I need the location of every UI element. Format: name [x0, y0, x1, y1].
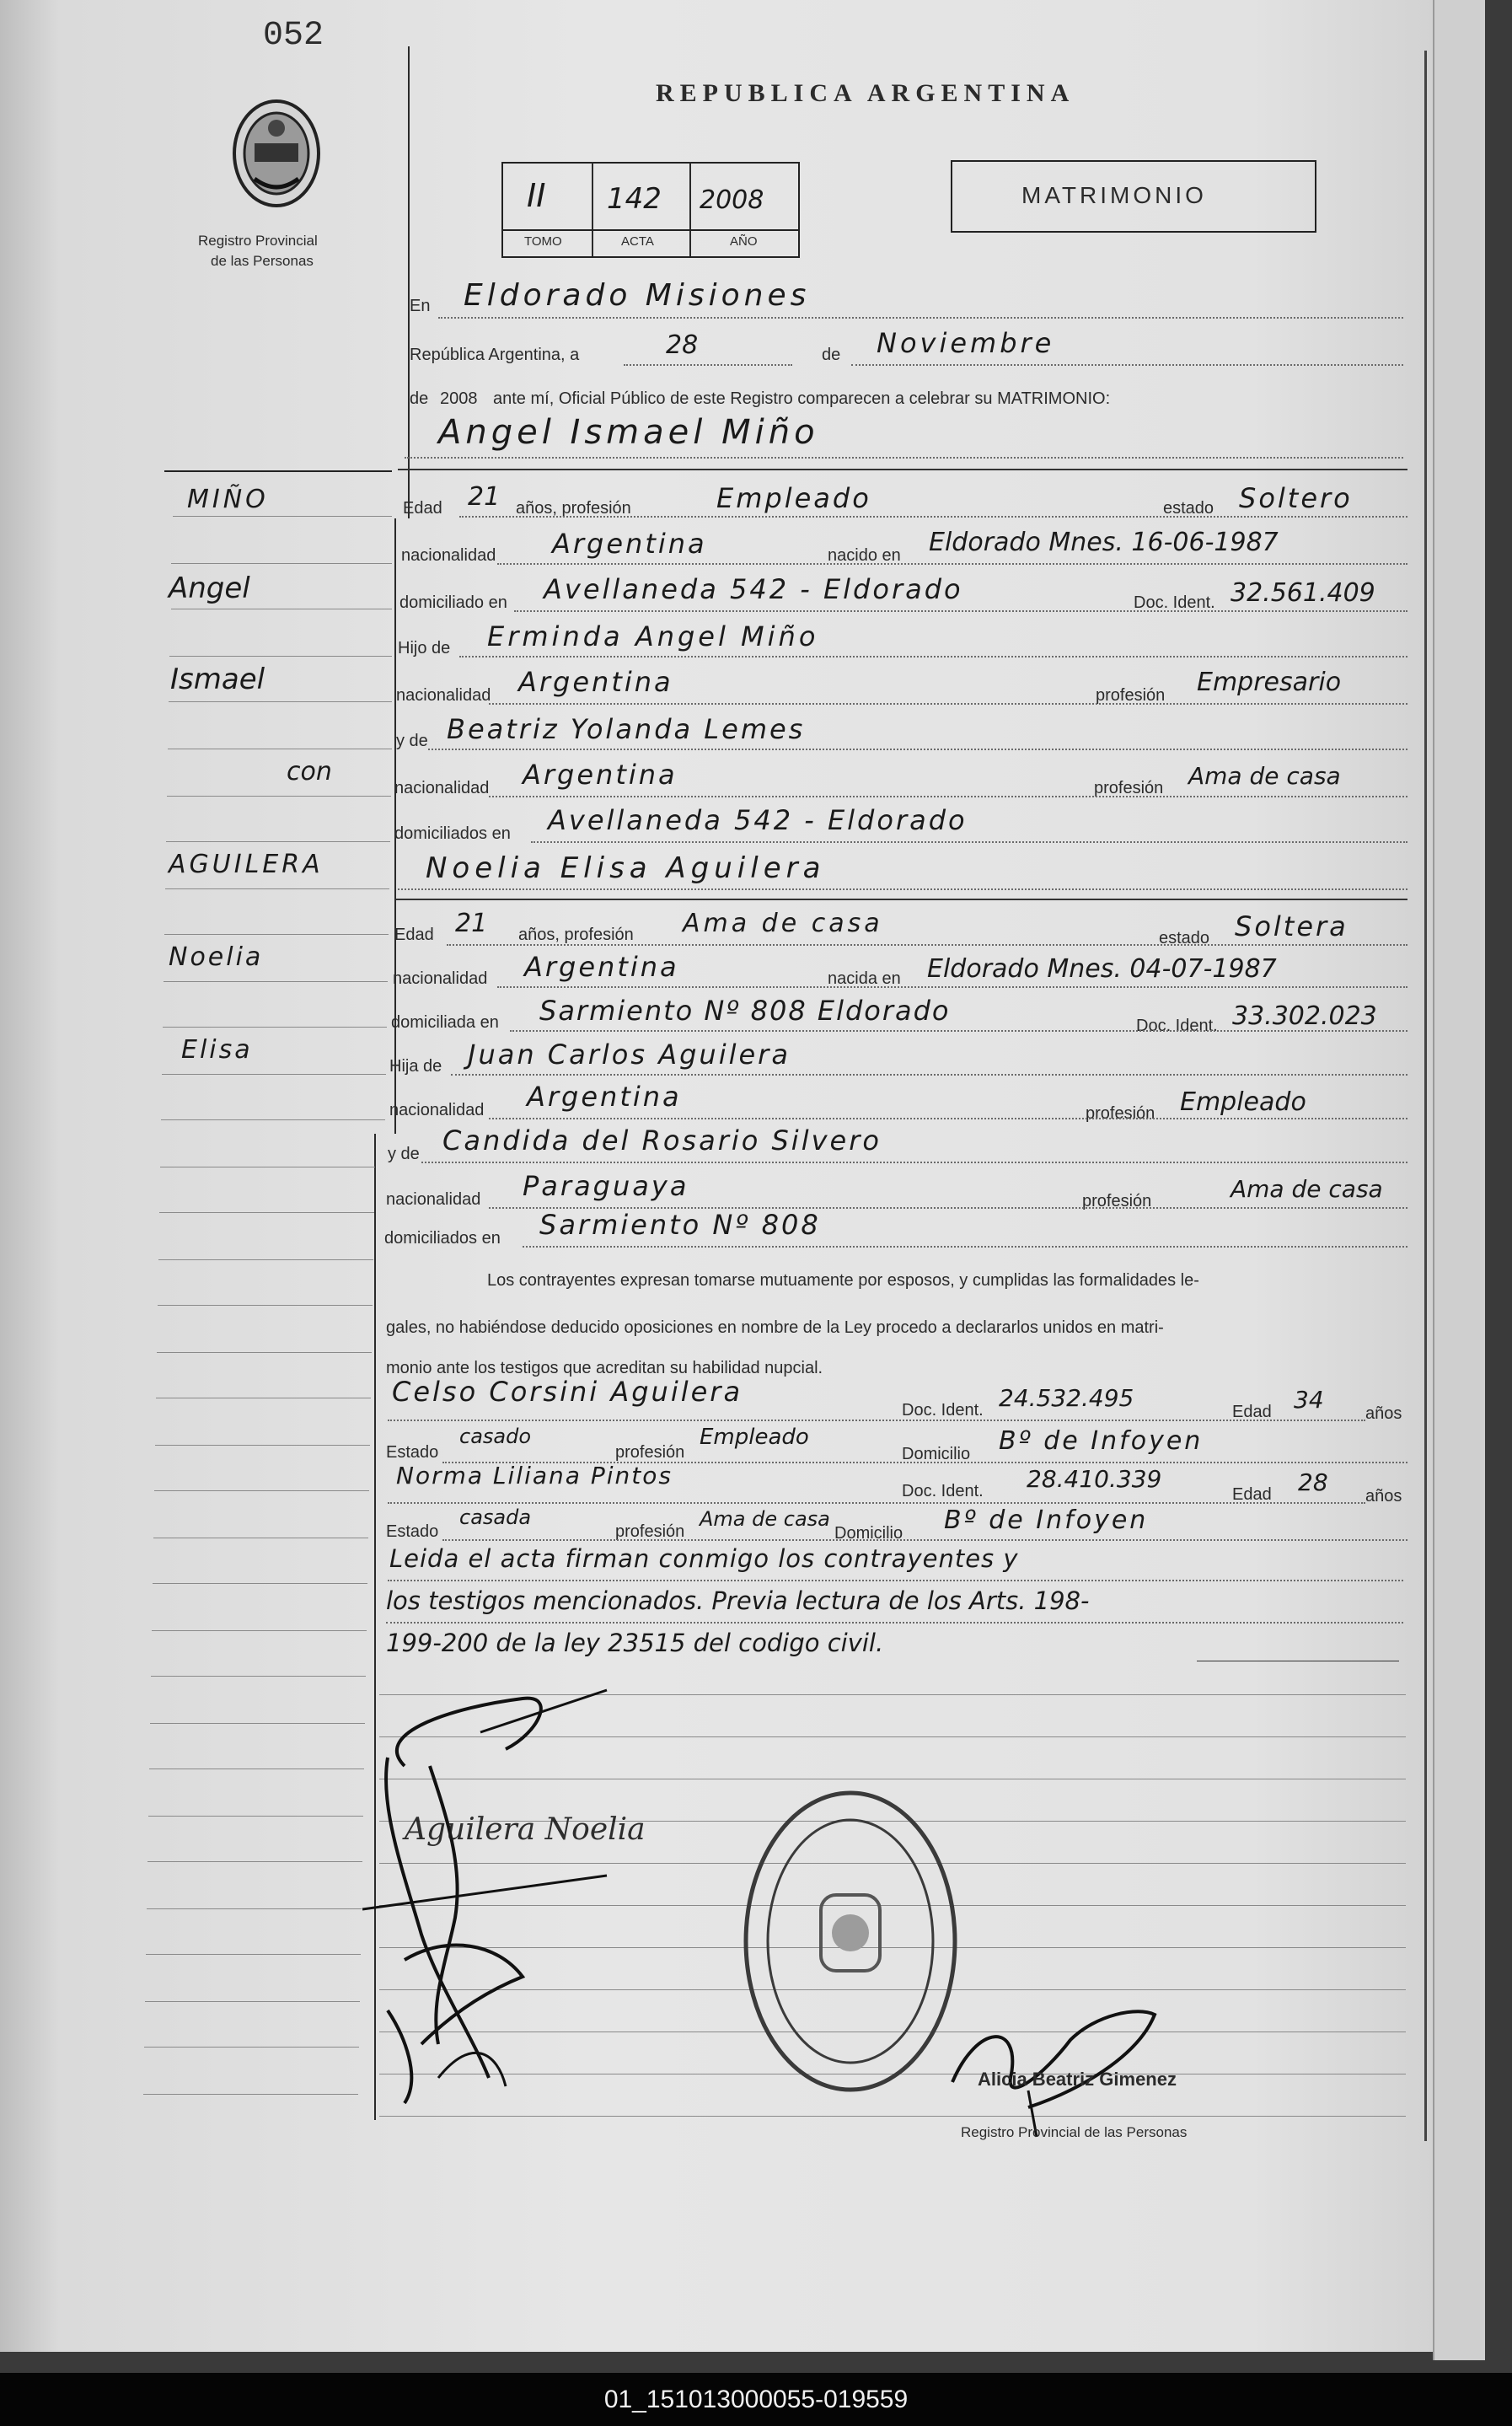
groom-yde-label: y de [396, 732, 428, 750]
witness1-doc: 24.532.495 [999, 1384, 1134, 1412]
image-id-footer: 01_151013000055-019559 [0, 2373, 1512, 2426]
bride-mother: Candida del Rosario Silvero [442, 1124, 882, 1157]
witness2-estado-label: Estado [386, 1522, 439, 1541]
bride-parents-dom-label: domiciliados en [384, 1229, 501, 1248]
margin-surname-groom: MIÑO [187, 485, 269, 514]
witness1-age: 34 [1294, 1386, 1324, 1414]
bride-father-nationality: Argentina [527, 1081, 682, 1113]
bride-full-name: Noelia Elisa Aguilera [426, 851, 826, 885]
closing-line-1: Leida el acta firman conmigo los contrayentes y [389, 1544, 1019, 1573]
witness2-domicile: Bº de Infoyen [944, 1506, 1149, 1535]
bride-profession: Ama de casa [683, 909, 883, 938]
witness1-dom-label: Domicilio [902, 1445, 971, 1463]
witness2-status: casada [459, 1506, 532, 1529]
bride-father: Juan Carlos Aguilera [468, 1039, 791, 1071]
bride-status: Soltera [1235, 910, 1348, 942]
witness2-anios-label: años [1365, 1487, 1402, 1506]
acta-value: 142 [607, 182, 662, 216]
witness2-doc: 28.410.339 [1027, 1465, 1162, 1493]
witness1-estado-label: Estado [386, 1443, 439, 1462]
witness2-age-label: Edad [1232, 1485, 1272, 1504]
groom-mother-nationality: Argentina [523, 759, 678, 791]
label-de-year: de [410, 389, 429, 408]
bride-mother-nat-label: nacionalidad [386, 1190, 481, 1209]
witness2-prof-label: profesión [615, 1522, 685, 1541]
provincial-emblem-icon [226, 94, 327, 212]
groom-nationality: Argentina [552, 528, 707, 560]
margin-name-1: Angel [169, 572, 250, 605]
groom-parents-dom-label: domiciliados en [394, 824, 511, 843]
body-text-1: Los contrayentes expresan tomarse mutuamente por esposos, y cumplidas las formalidades le- [487, 1271, 1199, 1290]
official-seal-icon [740, 1785, 961, 2097]
groom-edad-label: Edad [403, 499, 442, 518]
page-title: REPUBLICA ARGENTINA [656, 79, 1075, 107]
bride-doc-label: Doc. Ident. [1136, 1017, 1218, 1035]
bride-age: 21 [455, 909, 488, 938]
groom-full-name: Angel Ismael Miño [438, 413, 819, 452]
groom-mother: Beatriz Yolanda Lemes [447, 713, 806, 745]
bride-dom-label: domiciliada en [391, 1013, 499, 1032]
label-ante-mi: ante mí, Oficial Público de este Registro comparecen a celebrar su MATRIMONIO: [493, 389, 1111, 408]
bride-mother-profession: Ama de casa [1231, 1175, 1383, 1203]
bride-father-prof-label: profesión [1086, 1104, 1155, 1123]
groom-born: Eldorado Mnes. 16-06-1987 [929, 528, 1279, 557]
registry-label-2: de las Personas [211, 253, 314, 269]
witness2-doc-label: Doc. Ident. [902, 1482, 984, 1500]
witness1-domicile: Bº de Infoyen [999, 1426, 1204, 1456]
margin-name-4: Elisa [181, 1035, 253, 1065]
bride-yde-label: y de [388, 1145, 420, 1163]
witness2-profession: Ama de casa [700, 1507, 830, 1531]
bride-estado-label: estado [1159, 929, 1210, 947]
groom-mother-profession: Ama de casa [1188, 762, 1341, 790]
signature-bride-text: Aguilera Noelia [405, 1812, 646, 1847]
bride-nationality: Argentina [524, 951, 679, 983]
margin-name-2: Ismael [170, 663, 265, 696]
margin-name-3: Noelia [169, 942, 264, 972]
label-de: de [822, 346, 841, 364]
act-day: 28 [666, 330, 699, 360]
witness1-name: Celso Corsini Aguilera [392, 1376, 743, 1408]
bride-hija-label: Hija de [389, 1057, 442, 1076]
official-name: Alicia Beatriz Gimenez [978, 2069, 1177, 2090]
bride-doc: 33.302.023 [1232, 1001, 1377, 1031]
act-place: Eldorado Misiones [464, 278, 811, 313]
groom-father: Erminda Angel Miño [487, 620, 819, 652]
groom-doc: 32.561.409 [1231, 578, 1375, 608]
bride-father-nat-label: nacionalidad [389, 1101, 485, 1119]
margin-surname-bride: AGUILERA [169, 850, 324, 879]
bride-anios-prof-label: años, profesión [518, 926, 634, 944]
groom-father-nat-label: nacionalidad [396, 686, 491, 705]
official-signature [944, 1989, 1172, 2141]
groom-father-prof-label: profesión [1096, 686, 1166, 705]
witness1-doc-label: Doc. Ident. [902, 1401, 984, 1420]
witness1-prof-label: profesión [615, 1443, 685, 1462]
label-republica: República Argentina, a [410, 346, 580, 364]
groom-nacido-label: nacido en [828, 546, 901, 565]
bride-born: Eldorado Mnes. 04-07-1987 [927, 954, 1277, 984]
closing-line-3: 199-200 de la ley 23515 del codigo civil. [386, 1629, 884, 1657]
groom-hijo-label: Hijo de [398, 639, 451, 657]
tomo-value: II [527, 177, 546, 214]
official-role: Registro Provincial de las Personas [961, 2124, 1188, 2140]
anio-value: 2008 [700, 185, 764, 215]
groom-estado-label: estado [1163, 499, 1214, 518]
closing-line-2: los testigos mencionados. Previa lectura de los Arts. 198- [386, 1586, 1090, 1615]
bride-address: Sarmiento Nº 808 Eldorado [539, 995, 951, 1027]
groom-nat-label: nacionalidad [401, 546, 496, 565]
tomo-label: TOMO [524, 234, 562, 249]
groom-parents-address: Avellaneda 542 - Eldorado [548, 804, 968, 836]
body-text-2: gales, no habiéndose deducido oposiciones en nombre de la Ley procedo a declararlos unidos en matri- [386, 1318, 1164, 1337]
groom-mother-nat-label: nacionalidad [394, 779, 490, 797]
act-year: 2008 [440, 389, 478, 408]
label-en: En [410, 297, 431, 315]
groom-anios-prof-label: años, profesión [516, 499, 631, 518]
body-text-3: monio ante los testigos que acreditan su habilidad nupcial. [386, 1359, 823, 1377]
right-border [1424, 51, 1427, 2141]
page-edge [1433, 0, 1485, 2360]
margin-con: con [287, 757, 332, 786]
witness1-status: casado [459, 1425, 532, 1448]
bride-mother-prof-label: profesión [1082, 1192, 1152, 1210]
bride-nacida-label: nacida en [828, 969, 901, 988]
groom-mother-prof-label: profesión [1094, 779, 1164, 797]
groom-status: Soltero [1239, 482, 1353, 514]
groom-father-profession: Empresario [1197, 668, 1342, 697]
bride-parents-address: Sarmiento Nº 808 [539, 1209, 821, 1241]
witness1-age-label: Edad [1232, 1403, 1272, 1421]
acta-label: ACTA [621, 234, 654, 249]
registry-label-1: Registro Provincial [198, 233, 318, 249]
act-month: Noviembre [877, 327, 1055, 359]
groom-age: 21 [468, 482, 501, 512]
bride-father-profession: Empleado [1180, 1087, 1306, 1117]
margin-divider [408, 46, 410, 518]
page-number: 052 [263, 17, 324, 55]
act-type-label: MATRIMONIO [1021, 182, 1207, 208]
groom-dom-label: domiciliado en [399, 593, 507, 612]
bride-edad-label: Edad [394, 926, 434, 944]
groom-father-nationality: Argentina [518, 666, 673, 698]
groom-address: Avellaneda 542 - Eldorado [544, 573, 963, 605]
witness2-age: 28 [1298, 1468, 1328, 1496]
groom-doc-label: Doc. Ident. [1134, 593, 1215, 612]
signatures-block [354, 1682, 708, 2120]
witness1-profession: Empleado [700, 1425, 809, 1450]
groom-profession: Empleado [716, 482, 871, 514]
witness2-dom-label: Domicilio [834, 1524, 903, 1543]
witness1-anios-label: años [1365, 1404, 1402, 1423]
anio-label: AÑO [730, 234, 758, 249]
witness2-name: Norma Liliana Pintos [396, 1462, 673, 1489]
bride-nat-label: nacionalidad [393, 969, 488, 988]
bride-mother-nationality: Paraguaya [523, 1170, 689, 1202]
